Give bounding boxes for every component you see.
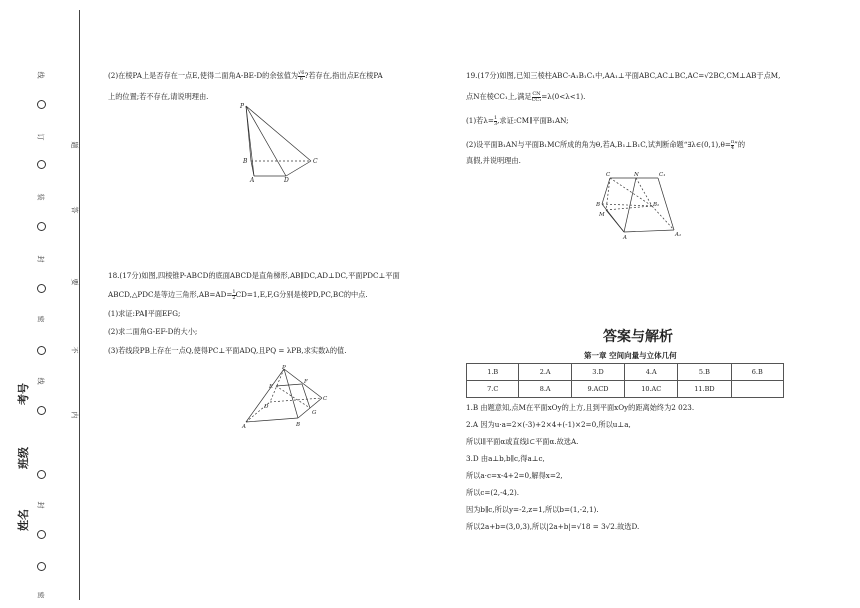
name-field: 姓名 <box>17 509 30 531</box>
q19-part1: (1)若λ= $\frac{1}{3}$ ,求证:CM∥平面B₁AN; <box>466 114 569 127</box>
solution-3e: 所以2a+b=(3,0,3),所以|2a+b|=√18 = 3√2.故选D. <box>466 522 640 531</box>
solution-2b: 所以l∥平面α或直线l⊂平面α.故选A. <box>466 437 579 446</box>
solution-2: 2.A 因为u·a=2×(-3)+2×4+(-1)×2=0,所以u⊥a, <box>466 420 631 429</box>
binding-hole <box>37 160 46 169</box>
binding-mark: 订 <box>36 133 45 141</box>
binding-mark: 装 <box>36 193 45 201</box>
fraction: $\frac{1}{3}$ <box>493 114 498 127</box>
vertex-label: N <box>634 172 639 178</box>
binding-hole <box>37 284 46 293</box>
binding-mark: 封 <box>36 255 45 263</box>
binding-mark: 线 <box>36 71 45 79</box>
binding-hole <box>37 562 46 571</box>
fraction: $\frac{√6}{6}$ <box>298 69 305 82</box>
vertex-label: P <box>282 365 286 371</box>
pyramid-figure-2 <box>240 364 330 430</box>
vertex-label: D <box>264 404 269 410</box>
table-cell: 4.A <box>625 364 678 381</box>
binding-mark: 密 <box>36 591 45 599</box>
table-cell: 7.C <box>467 381 519 398</box>
binding-hole <box>37 222 46 231</box>
vertex-label: F <box>304 379 308 385</box>
table-cell: 11.BD <box>678 381 731 398</box>
binding-note: 不 <box>70 346 79 354</box>
answer-title: 答案与解析 <box>603 329 673 345</box>
q17-part2: (2)在棱PA上是否存在一点E,使得二面角A-BE-D的余弦值为 $\frac{√6}{6}$ ?若存在,指出点E在棱PA <box>108 69 383 82</box>
table-cell: 5.B <box>678 364 731 381</box>
q19-line2: 点N在棱CC₁上,满足 $\frac{CN}{\text{CC₁}}$ =λ(0<λ<1). <box>466 90 586 103</box>
q19-line1: 19.(17分)如图,已知三棱柱ABC-A₁B₁C₁中,AA₁⊥平面ABC,AC⊥BC,AC=√2BC,CM⊥AB于点M, <box>466 71 781 80</box>
table-cell: 1.B <box>467 364 519 381</box>
table-cell: 10.AC <box>625 381 678 398</box>
binding-mark: 密 <box>36 315 45 323</box>
prism-figure <box>596 170 686 240</box>
binding-line <box>79 10 80 600</box>
solution-3d: 因为b∥c,所以y=-2,z=1,所以b=(1,-2,1). <box>466 505 599 514</box>
binding-hole <box>37 346 46 355</box>
vertex-label: B <box>243 158 248 165</box>
vertex-label: A <box>623 235 627 240</box>
vertex-label: C <box>313 158 318 165</box>
vertex-label: C₁ <box>659 172 666 178</box>
vertex-label: E <box>269 384 274 390</box>
q17-part2-line2: 上的位置;若不存在,请说明理由. <box>108 92 209 101</box>
vertex-label: G <box>312 410 317 416</box>
table-row <box>467 364 784 381</box>
q19-part2: (2)设平面B₁AN与平面B₁MC所成的角为θ,若A,B₁⊥B₁C,试判断命题“∃λ∈(0,1),θ= $\frac{\pi}{4}$ ”的 <box>466 138 746 151</box>
binding-hole <box>37 530 46 539</box>
q18-line1: 18.(17分)如图,四棱锥P-ABCD的底面ABCD是直角梯形,AB∥DC,AD⊥DC,平面PDC⊥平面 <box>108 271 400 280</box>
fraction: $\frac{1}{2}$ <box>232 288 236 301</box>
binding-hole <box>37 406 46 415</box>
vertex-label: B <box>296 422 301 428</box>
binding-mark: 封 <box>36 501 45 509</box>
binding-mark: 线 <box>36 377 45 385</box>
solution-1: 1.B 由题意知,点M在平面xOy的上方,且到平面xOy的距离始终为2 023. <box>466 403 695 412</box>
vertex-label: B₁ <box>653 202 660 208</box>
table-cell: 6.B <box>731 364 783 381</box>
table-row <box>467 381 784 398</box>
vertex-label: D <box>284 177 289 183</box>
vertex-label: B <box>596 202 601 208</box>
table-cell <box>731 381 783 398</box>
solution-3c: 所以c=(2,-4,2). <box>466 488 520 497</box>
solution-3b: 所以a·c=x-4+2=0,解得x=2, <box>466 471 563 480</box>
answer-table <box>466 363 784 398</box>
exam-number-field: 考号 <box>17 383 30 405</box>
binding-hole <box>37 100 46 109</box>
q18-line2: ABCD,△PDC是等边三角形,AB=AD= $\frac{1}{2}$ CD=1,E,F,G分别是棱PD,PC,BC的中点. <box>108 288 368 301</box>
table-cell: 9.ACD <box>571 381 624 398</box>
vertex-label: A₁ <box>675 232 682 238</box>
vertex-label: C <box>606 172 611 178</box>
fraction: $\frac{CN}{\text{CC₁}}$ <box>531 90 542 103</box>
vertex-label: P <box>240 103 245 110</box>
q18-part1: (1)求证:PA∥平面EFG; <box>108 309 181 318</box>
binding-note: 题 <box>70 141 79 149</box>
vertex-label: A <box>242 424 246 430</box>
binding-note: 要 <box>70 278 79 286</box>
table-cell: 3.D <box>571 364 624 381</box>
vertex-label: C <box>323 396 328 402</box>
fraction: $\frac{\pi}{4}$ <box>730 138 735 151</box>
chapter-heading: 第一章 空间向量与立体几何 <box>584 351 677 360</box>
q18-part3: (3)若线段PB上存在一点Q,使得PC⊥平面ADQ,且PQ = λPB,求实数λ的值. <box>108 346 347 355</box>
binding-note: 答 <box>70 206 79 214</box>
vertex-label: A <box>250 177 255 183</box>
vertex-label: M <box>599 212 605 218</box>
table-cell: 8.A <box>519 381 571 398</box>
q18-part2: (2)求二面角G-EF-D的大小; <box>108 327 198 336</box>
q19-part2-line2: 真假,并说明理由. <box>466 156 521 165</box>
table-cell: 2.A <box>519 364 571 381</box>
binding-note: 内 <box>70 411 79 419</box>
pyramid-figure-1 <box>236 101 326 183</box>
binding-hole <box>37 470 46 479</box>
binding-strip <box>0 0 80 608</box>
solution-3: 3.D 由a⊥b,b∥c,得a⊥c, <box>466 454 545 463</box>
class-field: 班级 <box>17 447 30 469</box>
